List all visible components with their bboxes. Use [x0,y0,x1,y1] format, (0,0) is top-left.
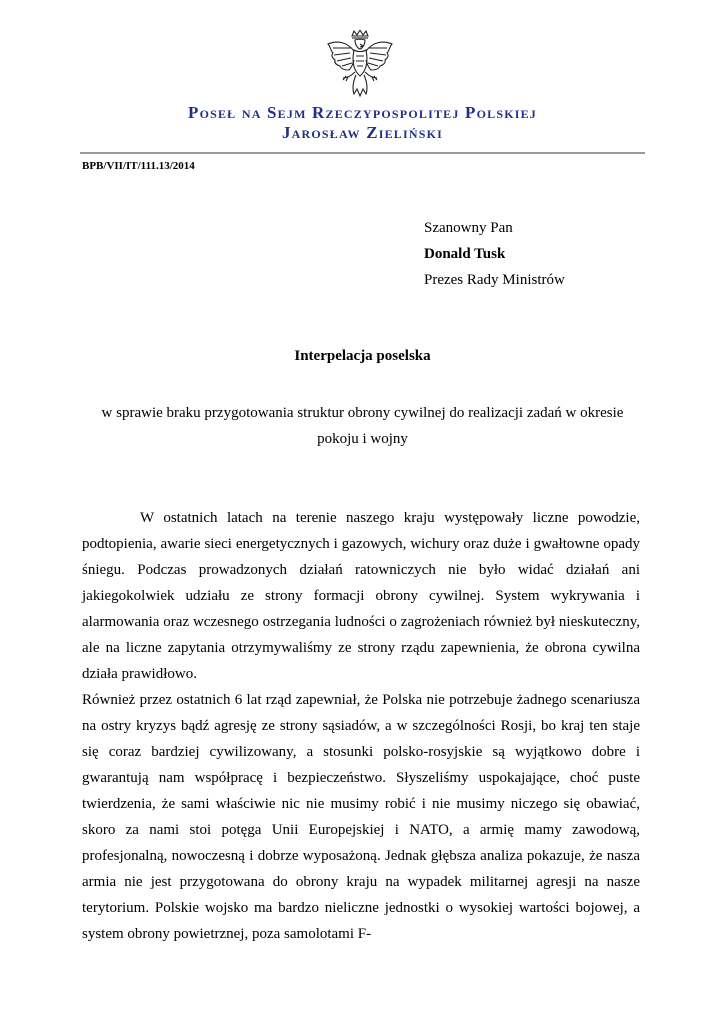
header-title: Poseł na Sejm Rzeczypospolitej Polskiej [187,103,538,122]
body-paragraph: W ostatnich latach na terenie naszego kraju występowały liczne powodzie, podtopienia, awarie sieci energetycznych i gazowych, wichury oraz duże i gwałtowne opady śniegu. Podczas prowadzonych działań ratowniczych nie było widać działań ani jakiegokolwiek udziału ze strony formacji obrony cywilnej. System wykrywania i alarmowania oraz wczesnego ostrzegania ludności o zagrożeniach również był nieskuteczny, ale na liczne zapytania otrzymywaliśmy ze strony rządu zapewnienia, że obrona cywilna działa prawidłowo. [82,510,640,682]
body-paragraph: Również przez ostatnich 6 lat rząd zapewniał, że Polska nie potrzebuje żadnego scenariusza na ostry kryzys bądź agresję ze strony sąsiadów, a w szczególności Rosji, bo kraj ten staje się coraz bardziej cywilizowany, a stosunki polsko-rosyjskie są wyjątkowo dobre i gwarantują nam współpracę i bezpieczeństwo. Słyszeliśmy uspokajające, choć puste twierdzenia, że sami właściwie nic nie musimy robić i nie musimy niczego się obawiać, skoro za nami stoi potęga Unii Europejskiej i NATO, a armię mamy zawodową, profesjonalną, nowoczesną i dobrze wyposażoną. Jednak głębsza analiza pokazuje, że nasza armia nie jest przygotowana do obrony kraju na wypadek militarnej agresji na nasze terytorium. Polskie wojsko ma bardzo nieliczne jednostki o wysokiej wartości bojowej, a system obrony powietrznej, poza samolotami F- [82,692,640,942]
document-title: Interpelacja poselska [294,348,431,364]
header-author-name: Jarosław Zieliński [281,123,444,142]
reference-number: BPB/VII/IT/111.13/2014 [82,160,195,172]
document-subject: w sprawie braku przygotowania struktur obrony cywilnej do realizacji zadań w okresie pokoju i wojny [101,405,624,447]
addressee-salutation: Szanowny Pan [424,220,513,236]
letter-body [82,505,640,947]
header-divider [80,152,645,154]
addressee-position: Prezes Rady Ministrów [424,272,565,288]
addressee-name: Donald Tusk [424,246,506,262]
polish-eagle-emblem-icon [325,30,395,102]
